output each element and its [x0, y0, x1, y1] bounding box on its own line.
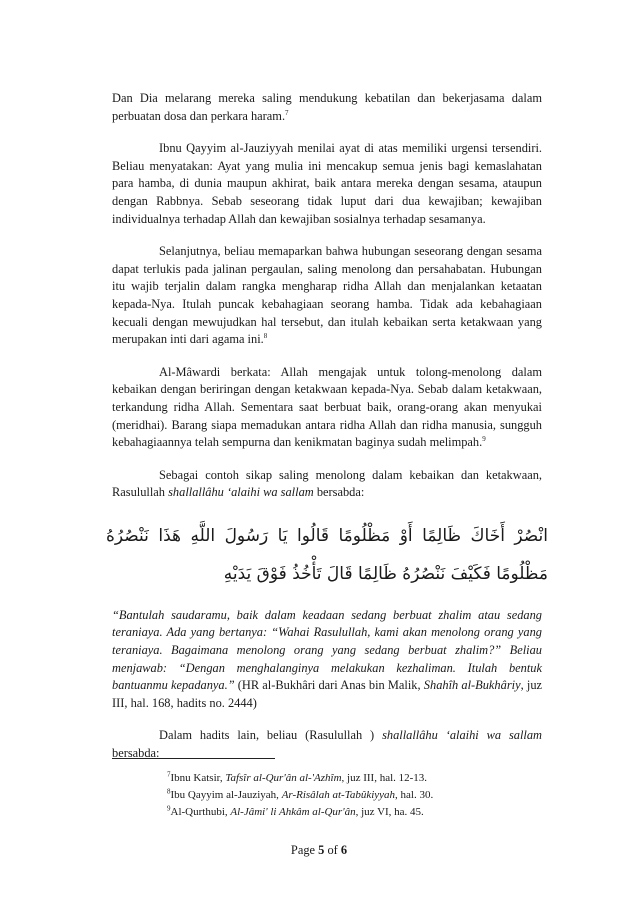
footnote-ref[interactable]: 7 [285, 108, 289, 117]
paragraph-3: Selanjutnya, beliau memaparkan bahwa hubungan seseorang dengan sesama dapat terlukis pada jalinan pergaulan, saling menolong dan persahabatan. Hubungan itu wajib terjalin dalam rangka mengharap ridha Allah dan menjalankan ketaatan kepada-Nya. Itulah puncak kebahagiaan seorang hamba. Tidak ada kebahagiaan kecuali dengan mewujudkan hal tersebut, dan itulah kebaikan serta ketakwaan yang merupakan inti dari agama ini.$^8$ [112, 244, 542, 347]
footnote-ref[interactable]: 8 [263, 332, 268, 340]
paragraph-1: Dan Dia melarang mereka saling mendukung kebatilan dan bekerjasama dalam perbuatan dosa dan perkara haram.$^7$ [112, 91, 542, 123]
footnote-ref[interactable]: 9 [482, 434, 486, 443]
footnotes [112, 758, 542, 821]
page-number: Page 5 of 6 [290, 843, 348, 857]
arabic-hadith-text: انْصُرْ أَخَاكَ ظَالِمًا أَوْ مَظْلُومًا قَالُوا يَا رَسُولَ اللَّهِ هَذَا نَنْصُرُهُ مَظْلُومًا فَكَيْفَ نَنْصُرُهُ ظَالِمًا قَالَ تَأْخُذُ فَوْقَ يَدَيْهِ [106, 525, 548, 584]
footnote-item: $^7$Ibnu Katsir, Tafsîr al-Qur'ân al-'Azhîm, juz III, hal. 12-13. [167, 770, 428, 784]
hadith-translation: “Bantulah saudaramu, baik dalam keadaan sedang berbuat zhalim atau sedang teraniaya. Ada yang bertanya: “Wahai Rasulullah, kami akan menolong orang yang teraniaya. Bagaimana menolong orang yang sedang berbuat zhalim?” Beliau menjawab: “Dengan menghalanginya melakukan kezhaliman. Itulah bentuk bantuanmu kepadanya.” (HR al-Bukhâri dari Anas bin Malik, Shahîh al-Bukhâriy, juz III, hal. 168, hadits no. 2444) [112, 607, 543, 710]
paragraph-5: Sebagai contoh sikap saling menolong dalam kebaikan dan ketakwaan, Rasulullah shallallâhu ‘alaihi wa sallam bersabda: [112, 467, 542, 500]
footnote-item: $^8$Ibu Qayyim al-Jauziyah, Ar-Risâlah at-Tabûkiyyah, hal. 30. [167, 787, 434, 801]
paragraph-4: Al-Mâwardi berkata: Allah mengajak untuk tolong-menolong dalam kebaikan dengan beriringan dengan ketakwaan kepada-Nya. Sebab dalam ketakwaan, terkandung ridha Allah. Sementara saat berbuat baik, orang-orang akan menyukai (meridhai). Barang siapa memadukan antara ridha Allah dan ridha manusia, sungguh kebahagiaannya telah sempurna dan kenikmatan baginya sudah melimpah.$^9$ [112, 364, 542, 450]
footnote-divider [112, 758, 275, 759]
paragraph-2: Ibnu Qayyim al-Jauziyyah menilai ayat di atas memiliki urgensi tersendiri. Beliau menyatakan: Ayat yang mulia ini mencakup semua jenis bagi kemaslahatan para hamba, di dunia maupun akhirat, baik antara mereka dengan sesama, ataupun dengan Rabbnya. Sebab seseorang tidak luput dari dua kewajiban; kewajiban individualnya terhadap Allah dan kewajiban sosialnya terhadap sesamanya. [112, 141, 542, 226]
paragraph-7: Dalam hadits lain, beliau (Rasulullah ) shallallâhu ‘alaihi wa sallam bersabda: [112, 728, 542, 761]
main-text [106, 90, 548, 778]
footnote-item: $^9$Al-Qurthubi, Al-Jâmi' li Ahkâm al-Qur'ân, juz VI, ha. 45. [167, 804, 424, 818]
